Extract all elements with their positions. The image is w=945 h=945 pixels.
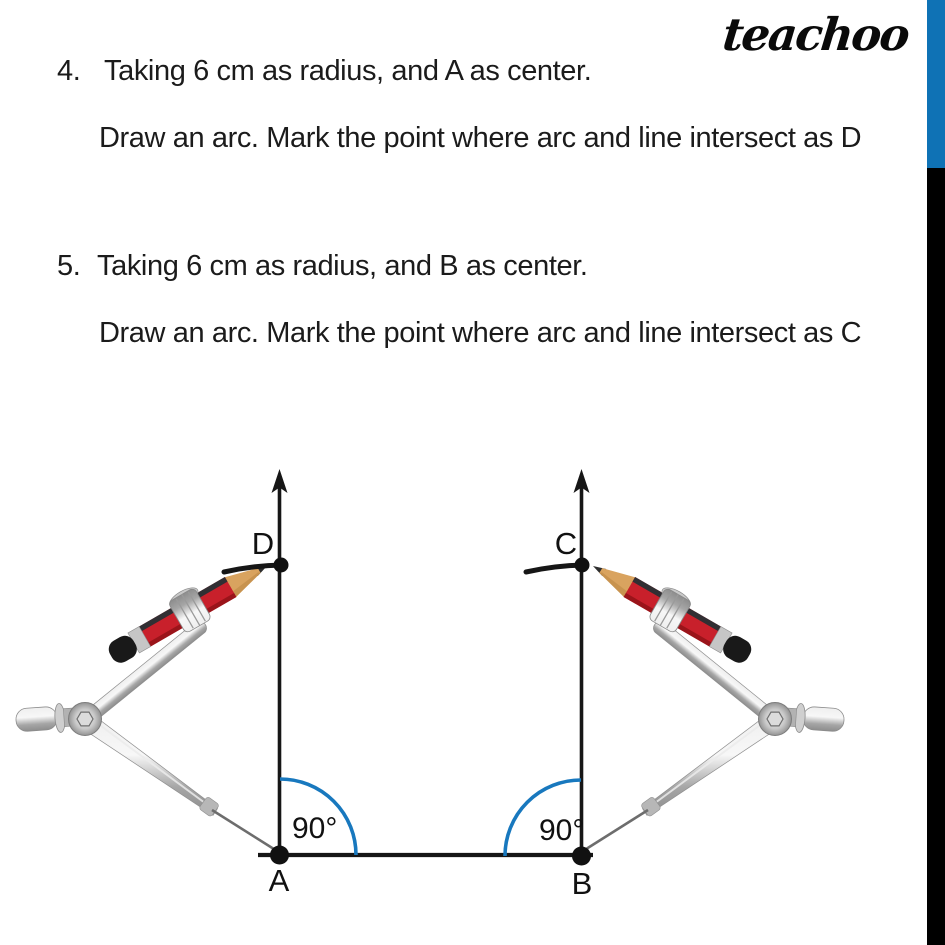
angle-label-right: 90° [539, 814, 585, 847]
label-a: A [268, 863, 290, 898]
step4-number: 4. [57, 55, 81, 87]
step5-line1: Taking 6 cm as radius, and B as center. [97, 250, 588, 282]
step5-number: 5. [57, 250, 81, 282]
step4-line2: Draw an arc. Mark the point where arc and line intersect as D [99, 122, 862, 154]
compass-right [583, 548, 845, 851]
teachoo-logo: teachoo [720, 8, 911, 61]
angle-label-left: 90° [292, 812, 338, 845]
label-c: C [554, 526, 578, 561]
point-b-dot [572, 847, 591, 866]
label-b: B [571, 866, 593, 901]
step4-line1: Taking 6 cm as radius, and A as center. [104, 55, 592, 87]
point-a-dot [270, 846, 289, 865]
label-d: D [251, 526, 275, 561]
step5-line2: Draw an arc. Mark the point where arc and line intersect as C [99, 317, 862, 349]
point-d-dot [274, 558, 289, 573]
compass-left [15, 548, 277, 851]
